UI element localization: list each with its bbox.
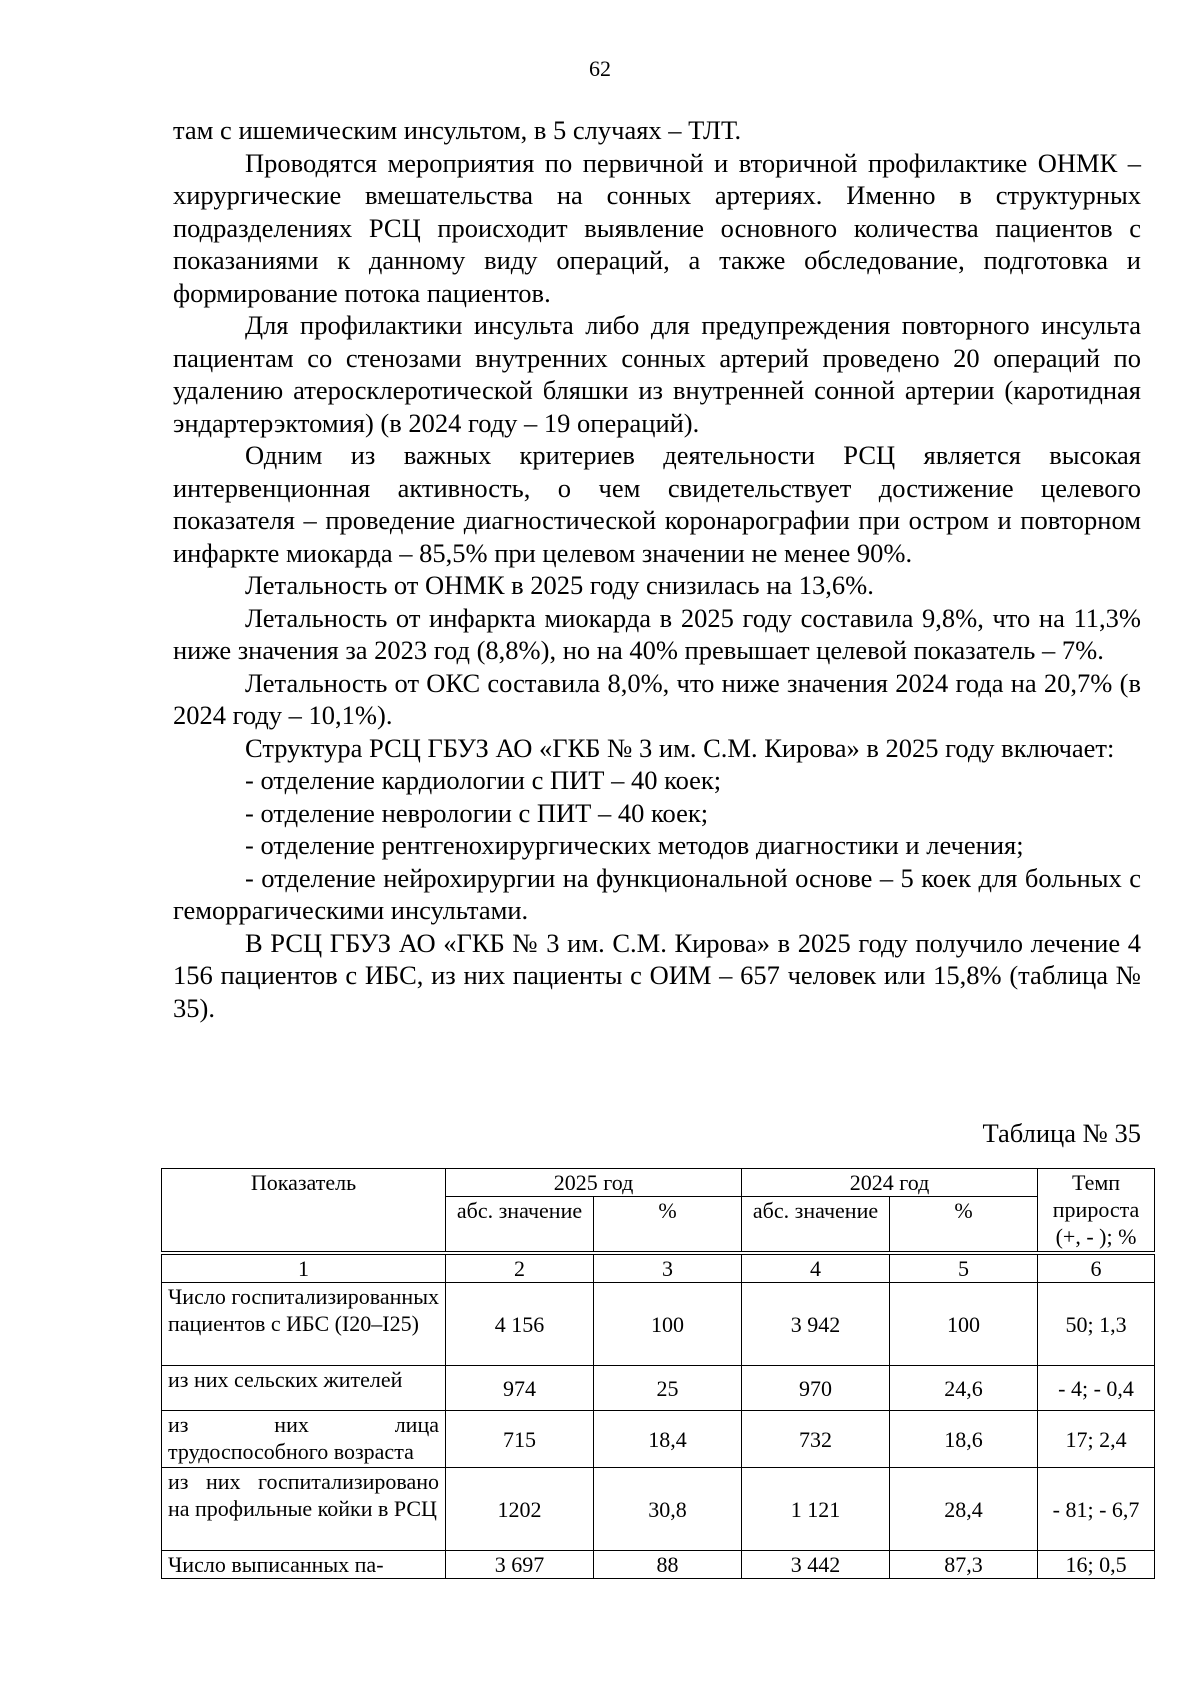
cell-abs-2024: 3 942 xyxy=(742,1283,890,1366)
row-label: Число госпитализированных пациентов с ИБС (I20–I25) xyxy=(162,1283,446,1366)
row-label: Число выписанных па- xyxy=(162,1551,446,1579)
header-indicator: Показатель xyxy=(162,1169,446,1254)
cell-pct-2025: 88 xyxy=(594,1551,742,1579)
list-item: - отделение неврологии с ПИТ – 40 коек; xyxy=(245,797,709,828)
column-number-row xyxy=(162,1253,1155,1283)
cell-growth: 17; 2,4 xyxy=(1038,1411,1155,1468)
cell-pct-2025: 18,4 xyxy=(594,1411,742,1468)
cell-abs-2025: 4 156 xyxy=(446,1283,594,1366)
cell-growth: - 81; - 6,7 xyxy=(1038,1468,1155,1551)
table-caption: Таблица № 35 xyxy=(982,1118,1141,1148)
row-label: из них госпитализировано на профильные койки в РСЦ xyxy=(162,1468,446,1551)
paragraph: Летальность от ОНМК в 2025 году снизилась на 13,6%. xyxy=(245,570,874,600)
cell-abs-2024: 1 121 xyxy=(742,1468,890,1551)
paragraph: Летальность от инфаркта миокарда в 2025 году составила 9,8%, что на 11,3% ниже значения за 2023 год (8,8%), но на 40% превышает целевой показатель – 7%. xyxy=(173,602,1141,665)
cell-abs-2025: 1202 xyxy=(446,1468,594,1551)
cell-abs-2024: 732 xyxy=(742,1411,890,1468)
cell-growth: 16; 0,5 xyxy=(1038,1551,1155,1579)
paragraph: В РСЦ ГБУЗ АО «ГКБ № 3 им. С.М. Кирова» в 2025 году получило лечение 4 156 пациентов с ИБС, из них пациенты с ОИМ – 657 человек или 15,8% (таблица № 35). xyxy=(173,927,1141,1023)
cell-pct-2025: 30,8 xyxy=(594,1468,742,1551)
column-number: 3 xyxy=(594,1253,742,1283)
table-header-row xyxy=(162,1169,1155,1197)
table-row xyxy=(162,1411,1155,1468)
cell-pct-2024: 24,6 xyxy=(890,1366,1038,1411)
cell-pct-2025: 100 xyxy=(594,1283,742,1366)
header-pct-2024: % xyxy=(890,1197,1038,1254)
table-row xyxy=(162,1283,1155,1366)
cell-growth: - 4; - 0,4 xyxy=(1038,1366,1155,1411)
row-label: из них лица трудоспособного возраста xyxy=(162,1411,446,1468)
paragraph: Одним из важных критериев деятельности РСЦ является высокая интервенционная активность, о чем свидетельствует достижение целевого показателя – проведение диагностической коронарографии при остром и повторном инфаркте миокарда – 85,5% при целевом значении не менее 90%. xyxy=(173,440,1141,568)
cell-abs-2024: 970 xyxy=(742,1366,890,1411)
cell-pct-2025: 25 xyxy=(594,1366,742,1411)
data-table xyxy=(161,1168,1155,1579)
column-number: 1 xyxy=(162,1253,446,1283)
cell-abs-2025: 974 xyxy=(446,1366,594,1411)
cell-pct-2024: 18,6 xyxy=(890,1411,1038,1468)
table-row xyxy=(162,1366,1155,1411)
body-text xyxy=(173,114,1141,1024)
header-growth: Темп прироста (+, - ); % xyxy=(1038,1169,1155,1254)
paragraph: там с ишемическим инсультом, в 5 случаях – ТЛТ. xyxy=(173,115,742,145)
cell-growth: 50; 1,3 xyxy=(1038,1283,1155,1366)
list-item: - отделение кардиологии с ПИТ – 40 коек; xyxy=(245,765,722,795)
cell-abs-2025: 3 697 xyxy=(446,1551,594,1579)
paragraph: Для профилактики инсульта либо для предупреждения повторного инсульта пациентам со стенозами внутренних сонных артерий проведено 20 операций по удалению атеросклеротической бляшки из внутренней сонной артерии (каротидная эндартерэктомия) (в 2024 году – 19 операций). xyxy=(173,310,1141,438)
header-year-2025: 2025 год xyxy=(446,1169,742,1197)
header-year-2024: 2024 год xyxy=(742,1169,1038,1197)
header-abs-2024: абс. значение xyxy=(742,1197,890,1254)
cell-pct-2024: 87,3 xyxy=(890,1551,1038,1579)
paragraph: Структура РСЦ ГБУЗ АО «ГКБ № 3 им. С.М. Кирова» в 2025 году включает: xyxy=(245,732,1115,763)
cell-pct-2024: 100 xyxy=(890,1283,1038,1366)
header-pct-2025: % xyxy=(594,1197,742,1254)
page-number: 62 xyxy=(589,56,611,81)
header-abs-2025: абс. значение xyxy=(446,1197,594,1254)
paragraph: Проводятся мероприятия по первичной и вторичной профилактике ОНМК – хирургические вмешательства на сонных артериях. Именно в структурных подразделениях РСЦ происходит выявление основного количества пациентов с показаниями к данному виду операций, а также обследование, подготовка и формирование потока пациентов. xyxy=(173,147,1141,308)
column-number: 4 xyxy=(742,1253,890,1283)
table-row xyxy=(162,1468,1155,1551)
column-number: 2 xyxy=(446,1253,594,1283)
cell-abs-2024: 3 442 xyxy=(742,1551,890,1579)
list-item: - отделение рентгенохирургических методов диагностики и лечения; xyxy=(245,830,1024,860)
row-label: из них сельских жителей xyxy=(162,1366,446,1411)
column-number: 6 xyxy=(1038,1253,1155,1283)
column-number: 5 xyxy=(890,1253,1038,1283)
table-row xyxy=(162,1551,1155,1579)
cell-pct-2024: 28,4 xyxy=(890,1468,1038,1551)
paragraph: Летальность от ОКС составила 8,0%, что ниже значения 2024 года на 20,7% (в 2024 году – 10,1%). xyxy=(173,667,1141,730)
cell-abs-2025: 715 xyxy=(446,1411,594,1468)
list-item: - отделение нейрохирургии на функциональной основе – 5 коек для больных с геморрагическими инсультами. xyxy=(173,862,1141,925)
